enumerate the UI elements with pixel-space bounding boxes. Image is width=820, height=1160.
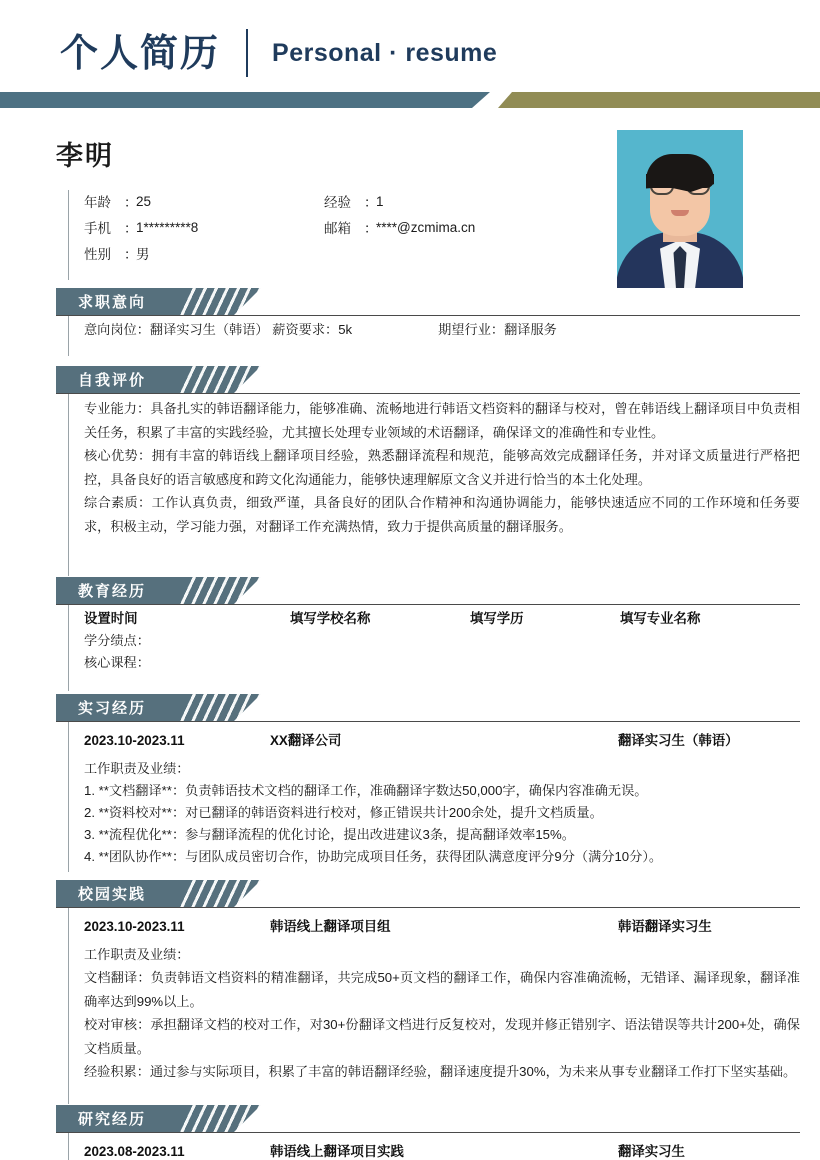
- section-vertical-line: [68, 605, 69, 691]
- section-title-job-intent: 求职意向: [78, 293, 147, 311]
- page-title-cn: 个人简历: [60, 31, 221, 75]
- section-header-research: [56, 1105, 800, 1159]
- contact-column-left: [84, 188, 314, 266]
- research-entry-header: [84, 1141, 800, 1160]
- age-colon: ：: [124, 195, 138, 210]
- section-rule: [56, 604, 800, 605]
- section-header-self-evaluation: [56, 366, 800, 534]
- section-title-campus-practice: 校园实践: [78, 885, 147, 903]
- section-research: [0, 1105, 820, 1159]
- email-colon: ：: [364, 221, 378, 236]
- section-rule: [56, 1132, 800, 1133]
- phone-label: 手机: [84, 221, 111, 236]
- campus-paragraph-1: 文档翻译：负责韩语文档资料的精准翻译，共完成50+页文档的翻译工作，确保内容准确流畅，无错译、漏译现象，翻译准确率达到99%以上。: [84, 970, 800, 1009]
- internship-item-3: 3. **流程优化**：参与翻译流程的优化讨论，提出改进建议3条，提高翻译效率15%。: [84, 827, 575, 842]
- campus-date: 2023.10-2023.11: [84, 919, 185, 934]
- experience-colon: ：: [364, 195, 378, 210]
- title-divider: [246, 29, 248, 77]
- section-rule: [56, 393, 800, 394]
- campus-role: 韩语翻译实习生: [618, 919, 712, 934]
- contact-field-age: [84, 188, 314, 214]
- phone-colon: ：: [124, 221, 138, 236]
- section-education: [0, 577, 820, 670]
- section-vertical-line: [68, 908, 69, 1104]
- gender-value: 男: [136, 247, 150, 262]
- experience-value: 1: [376, 193, 384, 209]
- banner-teal-block: [0, 92, 490, 108]
- section-header-job-intent: [56, 288, 800, 337]
- section-campus-practice: [0, 880, 820, 1079]
- research-project: 韩语线上翻译项目实践: [270, 1144, 404, 1159]
- banner-gold-block: [498, 92, 820, 108]
- campus-paragraph-3: 经验积累：通过参与实际项目，积累了丰富的韩语翻译经验，翻译速度提升30%，为未来从事专业翻译工作打下坚实基础。: [84, 1064, 797, 1079]
- email-value: ****@zcmima.cn: [376, 219, 476, 235]
- campus-entry-header: [84, 916, 800, 938]
- contact-field-email: [324, 214, 604, 240]
- internship-company: XX翻译公司: [270, 733, 342, 748]
- header-banner: [0, 92, 820, 108]
- section-rule: [56, 907, 800, 908]
- section-self-evaluation: [0, 366, 820, 534]
- age-value: 25: [136, 193, 152, 209]
- job-intent-row: [84, 319, 800, 341]
- education-col-degree: 填写学历: [470, 611, 524, 626]
- section-body-education: [84, 608, 800, 674]
- internship-item-4: 4. **团队协作**：与团队成员密切合作，协助完成项目任务，获得团队满意度评分9分（满分10分）。: [84, 849, 663, 864]
- contact-column-right: [324, 188, 604, 240]
- gender-label: 性别: [84, 247, 111, 262]
- section-rule: [56, 721, 800, 722]
- internship-role: 翻译实习生（韩语）: [618, 733, 739, 748]
- section-title-research: 研究经历: [78, 1110, 147, 1128]
- internship-item-2: 2. **资料校对**：对已翻译的韩语资料进行校对，修正错误共计200余处，提升文档质量。: [84, 805, 603, 820]
- internship-date: 2023.10-2023.11: [84, 733, 185, 748]
- section-title-education: 教育经历: [78, 582, 147, 600]
- section-internship: [0, 694, 820, 864]
- self-eval-paragraph-1: 专业能力：具备扎实的韩语翻译能力，能够准确、流畅地进行韩语文档资料的翻译与校对，曾在韩语线上翻译项目中负责相关任务，积累了丰富的实践经验，尤其擅长处理专业领域的术语翻译，确保译文的准确性和专业性。: [84, 401, 800, 440]
- education-col-time: 设置时间: [84, 611, 138, 626]
- section-vertical-line: [68, 722, 69, 872]
- email-label: 邮箱: [324, 221, 351, 236]
- section-title-internship: 实习经历: [78, 699, 147, 717]
- contact-field-gender: [84, 240, 314, 266]
- contact-field-phone: [84, 214, 314, 240]
- section-title-self-evaluation: 自我评价: [78, 371, 147, 389]
- section-body-research: [84, 1136, 800, 1160]
- profile-photo: [617, 130, 743, 288]
- self-eval-paragraph-2: 核心优势：拥有丰富的韩语线上翻译项目经验，熟悉翻译流程和规范，能够高效完成翻译任务，并对译文质量进行严格把控，具备良好的语言敏感度和跨文化沟通能力，能够快速理解原文含义并进行恰当的本土化处理。: [84, 448, 800, 487]
- research-role: 翻译实习生: [618, 1144, 685, 1159]
- internship-entry-header: [84, 730, 800, 752]
- section-vertical-line: [68, 316, 69, 356]
- resume-title-block: [0, 22, 820, 84]
- section-header-education: [56, 577, 800, 670]
- job-intent-position: 意向岗位：翻译实习生（韩语） 薪资要求：5k: [84, 322, 353, 337]
- education-col-school: 填写学校名称: [290, 611, 371, 626]
- education-courses: 核心课程：: [84, 655, 150, 670]
- campus-org: 韩语线上翻译项目组: [270, 919, 391, 934]
- section-body-self-evaluation: [84, 397, 800, 538]
- job-intent-industry: 期望行业：翻译服务: [438, 322, 557, 337]
- experience-label: 经验: [324, 195, 351, 210]
- education-gpa: 学分绩点：: [84, 633, 150, 648]
- age-label: 年龄: [84, 195, 111, 210]
- section-job-intent: [0, 288, 820, 337]
- candidate-name: 李明: [56, 141, 114, 172]
- internship-item-1: 1. **文档翻译**：负责韩语技术文档的翻译工作，准确翻译字数达50,000字，确保内容准确无误。: [84, 783, 648, 798]
- page-title-en: Personal · resume: [272, 38, 498, 67]
- contact-field-experience: [324, 188, 604, 214]
- section-body-campus-practice: [84, 911, 800, 1084]
- section-header-internship: [56, 694, 800, 864]
- section-header-campus-practice: [56, 880, 800, 1079]
- section-body-internship: [84, 725, 800, 868]
- phone-value: 1*********8: [136, 219, 199, 235]
- campus-subtitle: 工作职责及业绩：: [84, 947, 190, 962]
- education-column-headers: [84, 608, 800, 630]
- section-vertical-line: [68, 1133, 69, 1160]
- contact-divider-line: [68, 190, 69, 280]
- self-eval-paragraph-3: 综合素质：工作认真负责，细致严谨，具备良好的团队合作精神和沟通协调能力，能够快速适应不同的工作环境和任务要求，积极主动，学习能力强，对翻译工作充满热情，致力于提供高质量的翻译服务。: [84, 495, 800, 534]
- education-col-major: 填写专业名称: [620, 611, 701, 626]
- internship-subtitle: 工作职责及业绩：: [84, 761, 190, 776]
- gender-colon: ：: [124, 247, 138, 262]
- campus-paragraph-2: 校对审核：承担翻译文档的校对工作，对30+份翻译文档进行反复校对，发现并修正错别字、语法错误等共计200+处，确保文档质量。: [84, 1017, 800, 1056]
- research-date: 2023.08-2023.11: [84, 1144, 185, 1159]
- section-vertical-line: [68, 394, 69, 576]
- section-body-job-intent: [84, 319, 800, 341]
- section-rule: [56, 315, 800, 316]
